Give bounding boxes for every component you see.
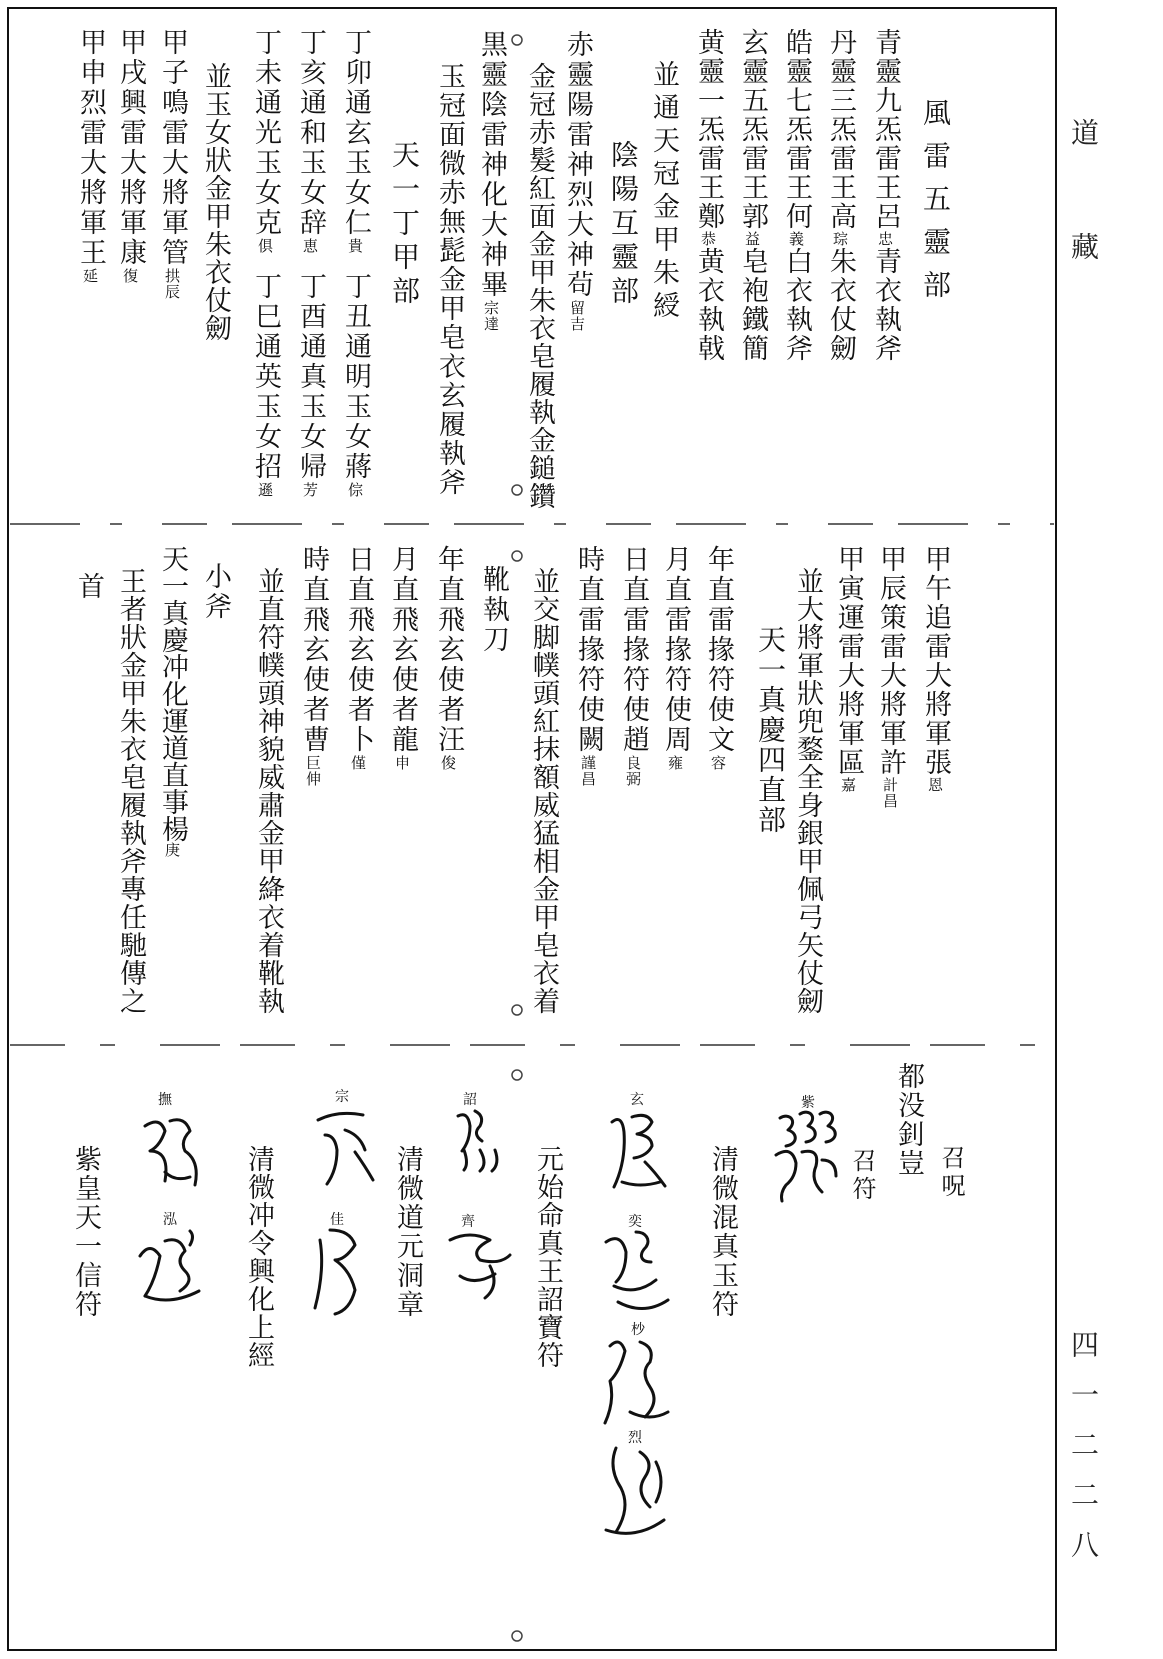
inline-note: 俊 (439, 755, 457, 771)
talisman-label: 玄 (630, 1092, 644, 1108)
section-heading (919, 98, 952, 313)
column-text: 甲申烈雷大將軍王 (75, 28, 106, 268)
text-column (694, 28, 722, 363)
text-column (296, 28, 324, 254)
column-text: 首 (73, 572, 104, 600)
page-number: 四一二二八 (1067, 1330, 1100, 1580)
talisman-title (71, 1145, 99, 1319)
talisman-glyph (140, 1231, 199, 1300)
text-column (894, 1062, 922, 1178)
binding-hole-mark (512, 1070, 522, 1080)
inline-note: 延 (81, 268, 99, 284)
text-column (116, 567, 144, 1015)
inline-note: 俱 (256, 238, 274, 254)
talisman-label: 杪 (631, 1322, 645, 1338)
inline-note: 留吉 (568, 300, 586, 332)
column-text: 丁巳通英玉女招 (250, 272, 281, 482)
text-column (826, 28, 854, 363)
column-text: 時直飛玄使者曹 (298, 545, 329, 755)
inline-note: 益 (743, 231, 761, 247)
talisman-glyph (315, 1230, 355, 1314)
column-text: 並交脚幞頭紅抹額威猛相金甲皂衣着 (528, 567, 559, 1015)
column-text: 陰陽互靈部 (607, 140, 640, 310)
column-text: 月直雷掾符使周 (660, 545, 691, 755)
column-text: 清微道元洞章 (392, 1145, 423, 1319)
column-text: 丁酉通真玉女帰 (295, 272, 326, 482)
column-text: 皂袍鐵簡 (737, 247, 768, 363)
talisman-label: 齊 (461, 1214, 475, 1230)
text-column (201, 62, 229, 342)
text-column (871, 28, 899, 363)
column-text: 青衣執斧 (870, 247, 901, 363)
column-text: 清微冲令興化上經 (243, 1145, 274, 1369)
talisman-label: 烈 (628, 1430, 642, 1446)
text-column (479, 565, 507, 655)
text-column (738, 28, 766, 363)
text-column (158, 545, 186, 858)
inline-note: 忠 (876, 231, 894, 247)
column-text: 小斧 (200, 562, 231, 622)
inline-note: 貴 (346, 238, 364, 254)
inline-note: 申 (393, 755, 411, 771)
text-column (782, 28, 810, 363)
inline-note: 嘉 (839, 777, 857, 793)
talisman-glyph (776, 1112, 836, 1201)
inline-note: 遜 (256, 482, 274, 498)
inline-note: 恩 (926, 777, 944, 793)
text-column (619, 545, 647, 787)
text-column (341, 28, 369, 254)
text-column (201, 562, 229, 622)
margin-volume-mark: 藏 (1067, 232, 1100, 260)
text-column (834, 545, 862, 793)
text-column (116, 28, 144, 284)
talisman-label: 泓 (163, 1212, 177, 1228)
inline-note: 恵 (301, 238, 319, 254)
column-text: 紫皇天一信符 (70, 1145, 101, 1319)
column-text: 甲午追雷大將軍張 (920, 545, 951, 777)
column-text: 都没釗豈 (893, 1062, 924, 1178)
column-text: 朱衣仗劒 (825, 247, 856, 363)
column-text: 年直雷掾符使文 (703, 545, 734, 755)
talisman-label: 詔 (463, 1092, 477, 1108)
text-column (525, 62, 553, 510)
inline-note: 計昌 (881, 777, 899, 809)
column-text: 黄靈一炁雷王鄭 (693, 28, 724, 231)
column-text: 並玉女狀金甲朱衣仗劒 (200, 62, 231, 342)
text-column (296, 272, 324, 498)
column-text: 時直雷掾符使闕 (573, 545, 604, 755)
inline-note: 庚 (163, 842, 181, 858)
talisman-label: 奕 (628, 1214, 642, 1230)
text-column (299, 545, 327, 787)
text-column (876, 545, 904, 809)
talisman-glyph (605, 1342, 668, 1423)
text-column (921, 545, 949, 793)
inline-note: 良弼 (624, 755, 642, 787)
text-column (661, 545, 689, 771)
text-column (435, 62, 463, 497)
binding-hole-mark (512, 485, 522, 495)
section-heading (607, 140, 640, 310)
talisman-title (393, 1145, 421, 1319)
talisman-glyph (318, 1113, 373, 1184)
inline-note: 容 (709, 755, 727, 771)
binding-hole-marks (512, 35, 522, 1641)
column-text: 清微混真玉符 (707, 1145, 738, 1319)
column-text: 天一丁甲部 (388, 140, 421, 310)
column-text: 風雷五靈部 (919, 98, 952, 313)
talisman-title (708, 1145, 736, 1319)
binding-hole-mark (512, 1631, 522, 1641)
column-text: 白衣執斧 (781, 247, 812, 363)
talisman-glyph (458, 1111, 497, 1171)
inline-note: 義 (787, 231, 805, 247)
column-text: 月直飛玄使者龍 (387, 545, 418, 755)
inline-note: 恭 (699, 231, 717, 247)
inline-note: 巨伸 (304, 755, 322, 787)
section-heading (388, 140, 421, 310)
inline-note: 芳 (301, 482, 319, 498)
column-text: 丹靈三炁雷王高 (825, 28, 856, 231)
section-heading (754, 625, 787, 835)
binding-hole-mark (512, 551, 522, 561)
talisman-label: 佳 (330, 1212, 344, 1228)
text-column (388, 545, 416, 771)
column-text: 靴執刀 (478, 565, 509, 655)
column-text: 甲戌興雷大將軍康 (115, 28, 146, 268)
column-text: 元始命真王詔寶符 (532, 1145, 563, 1369)
column-text: 甲子鳴雷大將軍管 (157, 28, 188, 268)
talisman-label: 撫 (158, 1092, 172, 1108)
text-column (251, 28, 279, 254)
inline-note: 拱辰 (163, 268, 181, 300)
text-column (254, 567, 282, 1015)
column-text: 丁亥通和玉女辞 (295, 28, 326, 238)
text-column (704, 545, 732, 771)
inline-note: 雍 (666, 755, 684, 771)
inline-note: 復 (121, 268, 139, 284)
column-text: 丁丑通明玉女蔣 (340, 272, 371, 482)
talisman-title (244, 1145, 272, 1369)
section-heading (937, 1145, 965, 1201)
column-text: 天一真慶四直部 (754, 625, 787, 835)
text-column (341, 272, 369, 498)
talisman-title (533, 1145, 561, 1369)
column-text: 並大將軍狀兜鍪全身銀甲佩弓矢仗劒 (792, 567, 823, 1015)
column-text: 並通天冠金甲朱綬 (648, 60, 679, 324)
column-text: 丁未通光玉女克 (250, 28, 281, 238)
column-text: 日直雷掾符使趙 (618, 545, 649, 755)
inline-note: 謹昌 (579, 755, 597, 787)
column-text: 年直飛玄使者汪 (433, 545, 464, 755)
inline-note: 倧 (346, 482, 364, 498)
column-text: 王者狀金甲朱衣皂履執斧專任馳傳之 (115, 567, 146, 1015)
column-text: 召符 (848, 1148, 876, 1204)
text-column (344, 545, 372, 771)
text-column (76, 28, 104, 284)
column-text: 召呪 (937, 1145, 965, 1201)
text-column (574, 545, 602, 787)
column-text: 黒靈陰雷神化大神畢 (476, 30, 507, 300)
inline-note: 宗達 (482, 300, 500, 332)
column-text: 青靈九炁雷王呂 (870, 28, 901, 231)
inline-note: 僅 (349, 755, 367, 771)
text-column (529, 567, 557, 1015)
column-text: 丁卯通玄玉女仁 (340, 28, 371, 238)
column-text: 黄衣執戟 (693, 247, 724, 363)
binding-hole-mark (512, 35, 522, 45)
section-heading (848, 1148, 876, 1204)
talisman-glyph (606, 1232, 668, 1309)
inline-note: 琮 (831, 231, 849, 247)
text-column (649, 60, 677, 324)
column-text: 甲辰策雷大將軍許 (875, 545, 906, 777)
column-text: 玉冠面微赤無髭金甲皂衣玄履執斧 (434, 62, 465, 497)
column-text: 皓靈七炁雷王何 (781, 28, 812, 231)
talisman-glyph (145, 1120, 196, 1185)
column-text: 赤靈陽雷神烈大神茍 (562, 30, 593, 300)
talisman-label: 紫 (801, 1095, 815, 1111)
text-column (74, 572, 102, 600)
text-column (563, 30, 591, 332)
text-column (477, 30, 505, 332)
text-column (158, 28, 186, 300)
text-column (251, 272, 279, 498)
talisman-glyph (606, 1448, 664, 1533)
binding-hole-mark (512, 1005, 522, 1015)
text-column (793, 567, 821, 1015)
column-text: 金冠赤髮紅面金甲朱衣皂履執金鎚鑽 (524, 62, 555, 510)
column-text: 甲寅運雷大將軍區 (833, 545, 864, 777)
margin-volume-mark: 道 (1067, 118, 1100, 146)
talisman-glyph (612, 1115, 665, 1187)
talisman-glyph (450, 1235, 510, 1298)
column-text: 並直符幞頭神貌威肅金甲絳衣着靴執 (253, 567, 284, 1015)
text-column (434, 545, 462, 771)
column-text: 天一真慶冲化運道直事楊 (157, 545, 188, 842)
talisman-label: 宗 (335, 1089, 349, 1105)
column-text: 日直飛玄使者卜 (343, 545, 374, 755)
column-text: 玄靈五炁雷王郭 (737, 28, 768, 231)
